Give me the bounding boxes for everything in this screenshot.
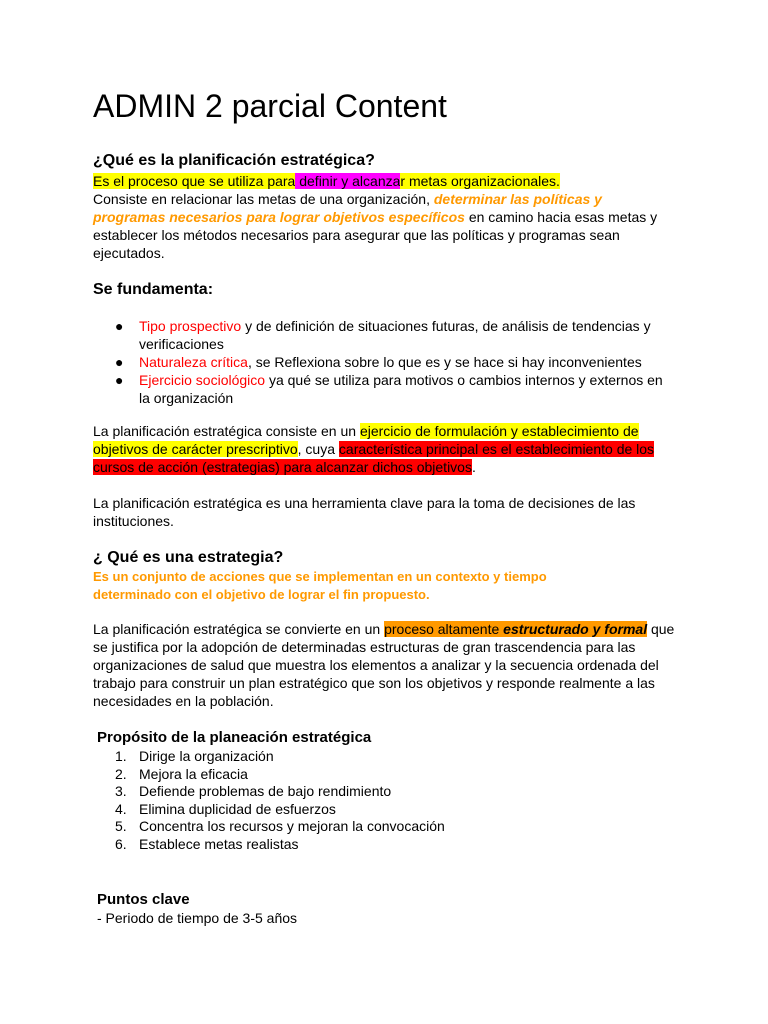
bullet-icon: ● <box>115 372 124 388</box>
page-title: ADMIN 2 parcial Content <box>93 88 447 124</box>
highlight-yellow: r metas organizacionales. <box>400 173 560 189</box>
list-number: 2. <box>115 765 127 782</box>
list-item <box>93 353 673 371</box>
list-item <box>93 818 445 836</box>
text-span: proceso altamente <box>384 621 504 637</box>
highlight-magenta: definir y alcanza <box>295 173 401 189</box>
puntos-clave-line: - Periodo de tiempo de 3-5 años <box>97 910 298 926</box>
list-number: 6. <box>115 835 127 852</box>
paragraph-herramienta: La planificación estratégica es una herramienta clave para la toma de decisiones de las instituciones. <box>93 495 636 529</box>
section-heading-planificacion: ¿Qué es la planificación estratégica? <box>93 152 375 169</box>
list-item <box>93 836 445 854</box>
list-number: 1. <box>115 748 127 764</box>
list-number: 5. <box>115 818 127 835</box>
text-span: , cuya <box>297 441 339 457</box>
text-span: ya qué se utiliza para motivos o cambios internos y externos en la organización <box>139 372 663 406</box>
list-item <box>93 801 445 819</box>
bullet-list <box>93 317 673 407</box>
text-span: y de definición de situaciones futuras, de análisis de tendencias y verificaciones <box>139 318 651 352</box>
highlight-red: característica principal es el establecimiento de los cursos de acción (estrategias) para alcanzar dichos objetivos <box>93 441 655 475</box>
orange-italic-text: determinar las políticas y programas necesarios para lograr objetivos específicos <box>93 191 602 225</box>
list-item <box>93 766 445 784</box>
bold-italic-text: estructurado y formal <box>503 621 648 637</box>
section-heading-puntos-clave: Puntos clave <box>97 891 190 908</box>
section-heading-fundamenta: Se fundamenta: <box>93 281 214 298</box>
bullet-icon: ● <box>115 354 124 370</box>
list-number: 4. <box>115 800 127 817</box>
list-item <box>93 748 445 766</box>
list-text: Dirige la organización <box>139 748 274 764</box>
list-text: Defiende problemas de bajo rendimiento <box>139 783 392 800</box>
text-span: . <box>471 459 476 475</box>
red-text: Tipo prospectivo <box>139 318 242 334</box>
list-text: Concentra los recursos y mejoran la convocación <box>139 818 445 835</box>
text-span: La planificación estratégica consiste en un <box>93 423 360 439</box>
list-item <box>93 371 673 407</box>
list-text: Elimina duplicidad de esfuerzos <box>139 800 336 817</box>
paragraph-proceso <box>93 620 678 710</box>
list-item <box>93 783 445 801</box>
text-span: Consiste en relacionar las metas de una organización, <box>93 191 434 207</box>
text-span: , se Reflexiona sobre lo que es y se hace si hay inconvenientes <box>247 354 642 370</box>
paragraph-consiste <box>93 190 678 262</box>
section-heading-estrategia: ¿ Qué es una estrategia? <box>93 549 284 566</box>
strategy-definition: Es un conjunto de acciones que se implementan en un contexto y tiempo determinado con el objetivo de lograr el fin propuesto. <box>93 569 547 602</box>
list-number: 3. <box>115 783 127 800</box>
paragraph-consiste-ejercicio <box>93 422 678 476</box>
list-text: Establece metas realistas <box>139 835 299 852</box>
highlight-yellow: ejercicio de formulación y establecimiento de objetivos de carácter prescriptivo <box>93 423 639 457</box>
definition-line <box>93 172 678 190</box>
text-span: La planificación estratégica se convierte en un <box>93 621 385 637</box>
text-span: en camino hacia esas metas y establecer los métodos necesarios para asegurar que las políticas y programas sean ejecutados. <box>93 209 658 261</box>
list-item <box>93 317 673 353</box>
text-span: que se justifica por la adopción de determinadas estructuras de gran trascendencia para las organizaciones de salud que muestra los elementos a analizar y la secuencia ordenada del trabajo para construir un plan estratégico que son los objetivos y responde realmente a las necesidades en la población. <box>93 621 675 709</box>
list-text: Mejora la eficacia <box>139 765 248 782</box>
bullet-icon: ● <box>115 318 124 334</box>
highlight-yellow: Es el proceso que se utiliza para <box>93 173 296 189</box>
section-heading-proposito: Propósito de la planeación estratégica <box>97 729 372 746</box>
highlight-orange <box>384 621 647 637</box>
ordered-list <box>93 748 445 854</box>
red-text: Ejercicio sociológico <box>139 372 266 388</box>
red-text: Naturaleza crítica <box>139 354 248 370</box>
